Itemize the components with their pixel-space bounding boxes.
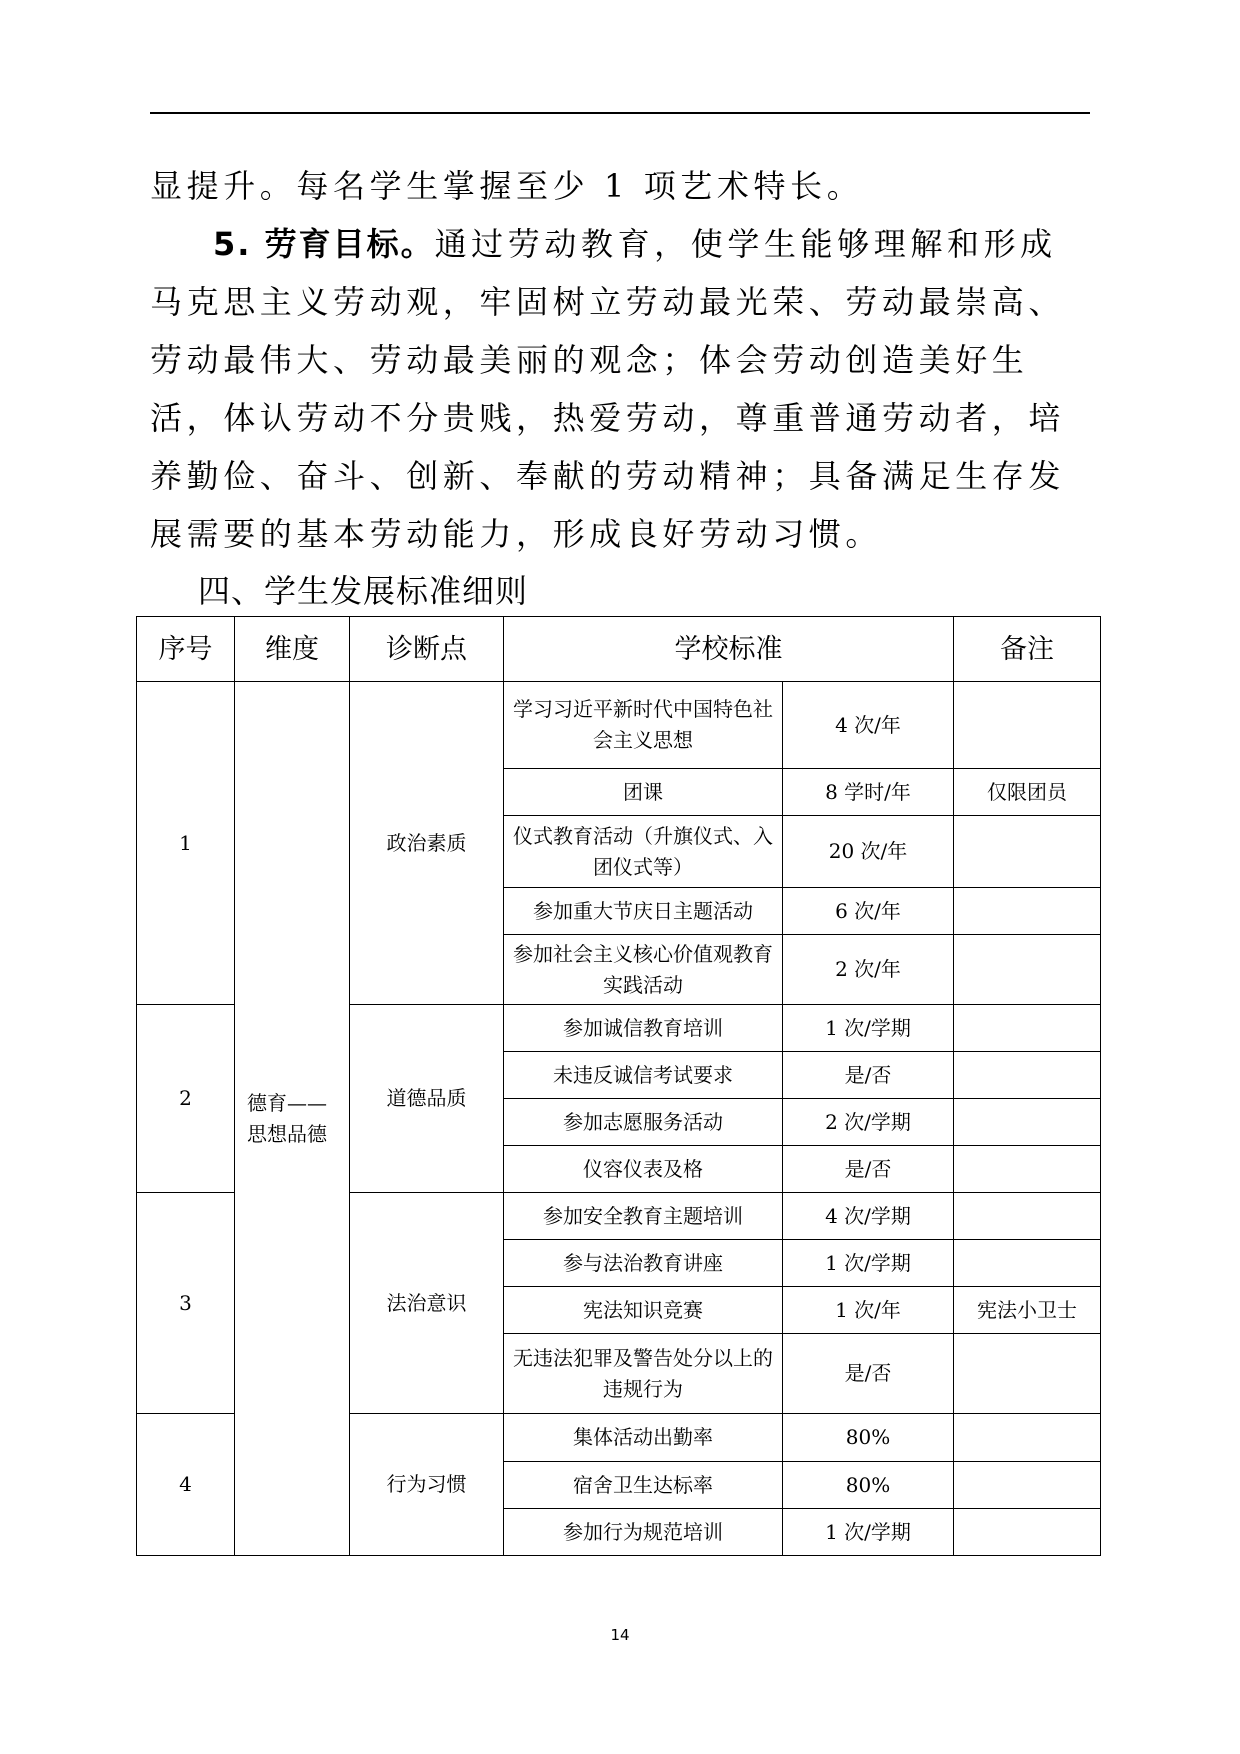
dimension-cell bbox=[235, 682, 350, 1556]
remark: 仅限团员 bbox=[954, 769, 1101, 816]
page-number: 14 bbox=[610, 1626, 630, 1644]
standard-value: 是/否 bbox=[783, 1052, 954, 1099]
standard-item: 参加安全教育主题培训 bbox=[504, 1193, 783, 1240]
standard-value: 6 次/年 bbox=[783, 888, 954, 935]
header-remarks: 备注 bbox=[954, 617, 1101, 682]
header-school-standard: 学校标准 bbox=[504, 617, 954, 682]
remark bbox=[954, 888, 1101, 935]
remark bbox=[954, 1005, 1101, 1052]
header-no: 序号 bbox=[137, 617, 235, 682]
header-dimension: 维度 bbox=[235, 617, 350, 682]
standard-item: 参加志愿服务活动 bbox=[504, 1099, 783, 1146]
row-number: 4 bbox=[137, 1414, 235, 1556]
standard-value: 2 次/学期 bbox=[783, 1099, 954, 1146]
dimension-line-2: 思想品德 bbox=[247, 1121, 327, 1146]
standard-item: 宪法知识竞赛 bbox=[504, 1287, 783, 1334]
standard-value: 1 次/学期 bbox=[783, 1509, 954, 1556]
remark bbox=[954, 1240, 1101, 1287]
header-rule bbox=[150, 112, 1090, 114]
remark bbox=[954, 816, 1101, 888]
row-number: 1 bbox=[137, 682, 235, 1005]
remark bbox=[954, 1414, 1101, 1462]
standard-value: 8 学时/年 bbox=[783, 769, 954, 816]
standard-value: 1 次/年 bbox=[783, 1287, 954, 1334]
standard-item: 学习习近平新时代中国特色社会主义思想 bbox=[504, 682, 783, 769]
standard-item: 无违法犯罪及警告处分以上的违规行为 bbox=[504, 1334, 783, 1414]
remark bbox=[954, 1146, 1101, 1193]
standard-item: 参加社会主义核心价值观教育实践活动 bbox=[504, 935, 783, 1005]
row-number: 2 bbox=[137, 1005, 235, 1193]
remark bbox=[954, 1099, 1101, 1146]
table-row bbox=[137, 682, 1101, 769]
standard-value: 80% bbox=[783, 1462, 954, 1509]
standard-value: 1 次/学期 bbox=[783, 1240, 954, 1287]
standard-value: 20 次/年 bbox=[783, 816, 954, 888]
header-diagnostic-point: 诊断点 bbox=[350, 617, 504, 682]
standard-item: 参加行为规范培训 bbox=[504, 1509, 783, 1556]
table-header-row bbox=[137, 617, 1101, 682]
standard-item: 参加诚信教育培训 bbox=[504, 1005, 783, 1052]
remark bbox=[954, 1193, 1101, 1240]
standard-item: 宿舍卫生达标率 bbox=[504, 1462, 783, 1509]
standard-value: 2 次/年 bbox=[783, 935, 954, 1005]
diagnostic-point: 道德品质 bbox=[350, 1005, 504, 1193]
remark bbox=[954, 682, 1101, 769]
remark bbox=[954, 935, 1101, 1005]
standard-item: 团课 bbox=[504, 769, 783, 816]
standard-value: 80% bbox=[783, 1414, 954, 1462]
remark bbox=[954, 1334, 1101, 1414]
standards-table bbox=[136, 616, 1101, 1556]
standard-value: 1 次/学期 bbox=[783, 1005, 954, 1052]
remark bbox=[954, 1052, 1101, 1099]
standard-value: 是/否 bbox=[783, 1334, 954, 1414]
dimension-line-1: 德育—— bbox=[247, 1090, 327, 1115]
standard-value: 4 次/年 bbox=[783, 682, 954, 769]
diagnostic-point: 行为习惯 bbox=[350, 1414, 504, 1556]
remark bbox=[954, 1509, 1101, 1556]
standard-item: 参加重大节庆日主题活动 bbox=[504, 888, 783, 935]
row-number: 3 bbox=[137, 1193, 235, 1414]
standard-item: 未违反诚信考试要求 bbox=[504, 1052, 783, 1099]
standard-value: 4 次/学期 bbox=[783, 1193, 954, 1240]
remark: 宪法小卫士 bbox=[954, 1287, 1101, 1334]
labor-goal-paragraph bbox=[150, 215, 1090, 563]
standard-item: 参与法治教育讲座 bbox=[504, 1240, 783, 1287]
section-heading: 四、学生发展标准细则 bbox=[198, 572, 529, 610]
standard-item: 仪容仪表及格 bbox=[504, 1146, 783, 1193]
remark bbox=[954, 1462, 1101, 1509]
labor-goal-lead: 5. 劳育目标。 bbox=[213, 225, 435, 263]
standard-item: 集体活动出勤率 bbox=[504, 1414, 783, 1462]
labor-goal-body: 通过劳动教育，使学生能够理解和形成马克思主义劳动观，牢固树立劳动最光荣、劳动最崇高、劳动最伟大、劳动最美丽的观念；体会劳动创造美好生活，体认劳动不分贵贱，热爱劳动，尊重普通劳动者，培养勤俭、奋斗、创新、奉献的劳动精神；具备满足生存发展需要的基本劳动能力，形成良好劳动习惯。 bbox=[150, 225, 1066, 553]
standard-item: 仪式教育活动（升旗仪式、入团仪式等） bbox=[504, 816, 783, 888]
paragraph-continuation: 显提升。每名学生掌握至少 1 项艺术特长。 bbox=[150, 167, 864, 205]
standard-value: 是/否 bbox=[783, 1146, 954, 1193]
diagnostic-point: 政治素质 bbox=[350, 682, 504, 1005]
diagnostic-point: 法治意识 bbox=[350, 1193, 504, 1414]
